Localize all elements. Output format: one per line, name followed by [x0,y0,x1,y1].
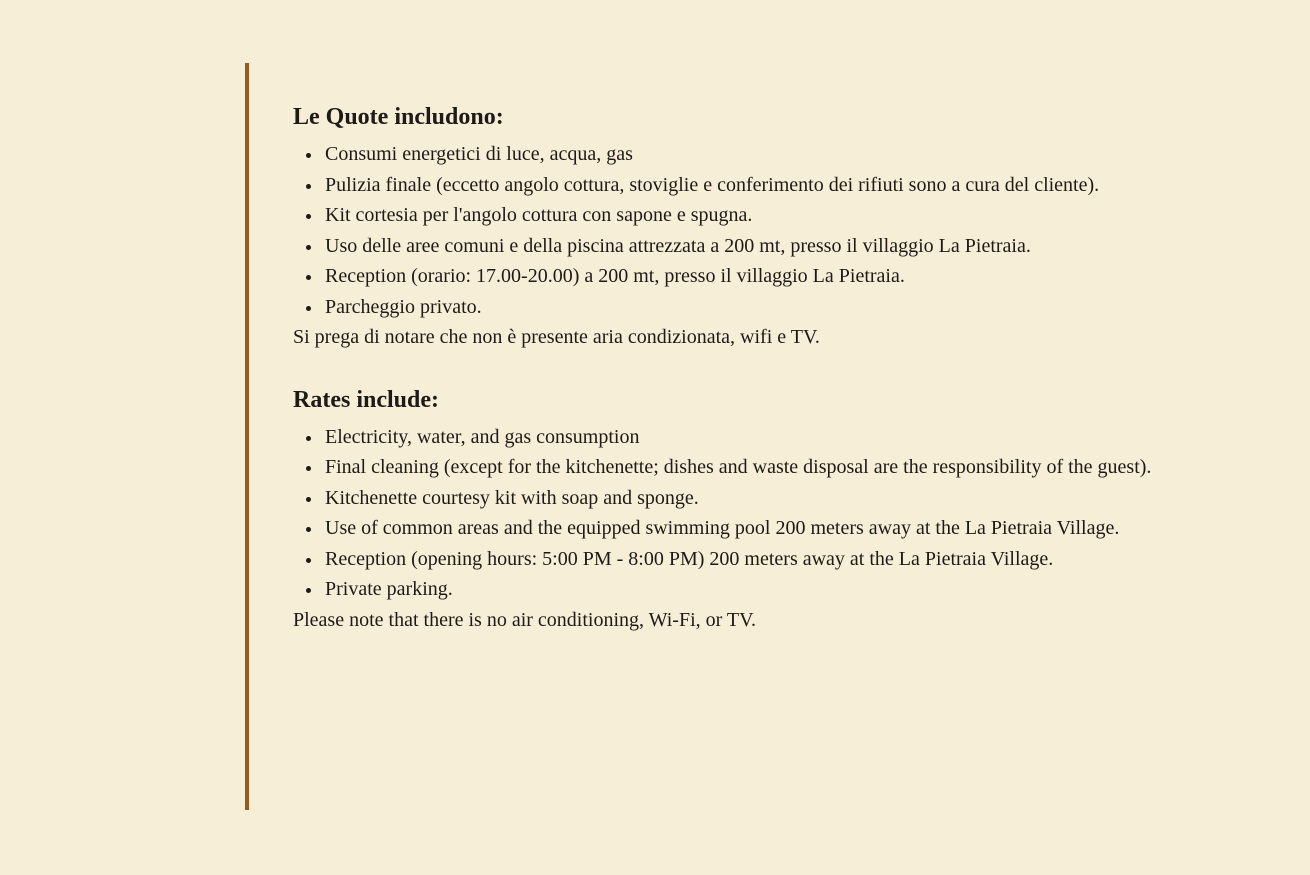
list-item: Final cleaning (except for the kitchenette; dishes and waste disposal are the responsibility of the guest). [293,453,1153,483]
italian-section-title: Le Quote includono: [293,104,504,130]
rates-content [293,100,1153,635]
italian-included-list [293,140,1153,322]
english-note: Please note that there is no air conditioning, Wi-Fi, or TV. [293,608,757,631]
english-section-title: Rates include: [293,386,439,413]
list-item: Reception (opening hours: 5:00 PM - 8:00 PM) 200 meters away at the La Pietraia Village. [293,545,1153,575]
list-item: Use of common areas and the equipped swimming pool 200 meters away at the La Pietraia Village. [293,514,1153,544]
list-item: Kit cortesia per l'angolo cottura con sapone e spugna. [293,201,1153,231]
list-item: Consumi energetici di luce, acqua, gas [293,140,1153,170]
english-section [293,383,1153,636]
list-item: Reception (orario: 17.00-20.00) a 200 mt, presso il villaggio La Pietraia. [293,262,1153,292]
list-item: Uso delle aree comuni e della piscina attrezzata a 200 mt, presso il villaggio La Pietraia. [293,232,1153,262]
english-included-list [293,423,1153,605]
accent-vertical-rule [245,63,249,810]
italian-section [293,100,1153,353]
list-item: Private parking. [293,575,1153,605]
italian-note: Si prega di notare che non è presente aria condizionata, wifi e TV. [293,326,820,348]
list-item: Parcheggio privato. [293,293,1153,323]
list-item: Pulizia finale (eccetto angolo cottura, stoviglie e conferimento dei rifiuti sono a cura del cliente). [293,171,1153,201]
list-item: Electricity, water, and gas consumption [293,423,1153,453]
list-item: Kitchenette courtesy kit with soap and sponge. [293,484,1153,514]
